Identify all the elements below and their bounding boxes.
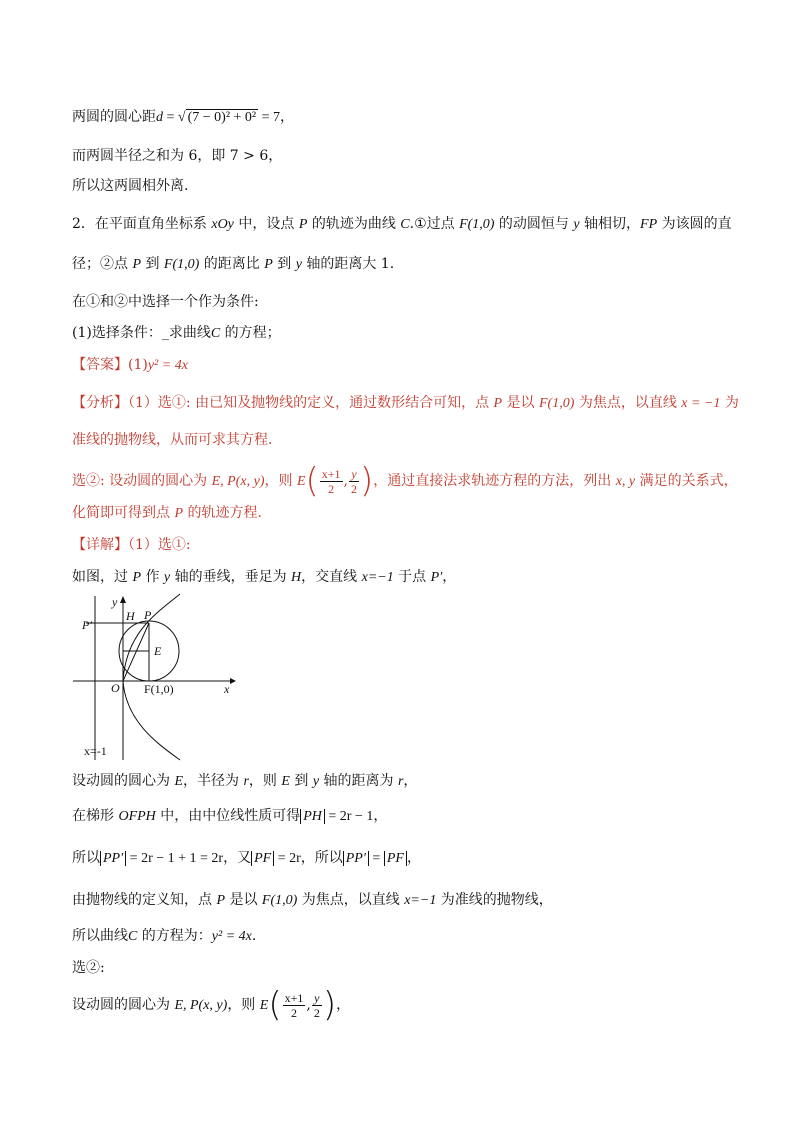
segment-OP — [123, 623, 149, 681]
y-axis-arrow — [120, 596, 126, 603]
math: = 7， — [258, 110, 295, 125]
math-d: d — [156, 110, 163, 125]
detail-label: 【详解】（1）选①: — [72, 537, 191, 553]
label-H: H — [126, 609, 135, 623]
answer-label: 【答案】 — [72, 357, 128, 373]
detail-line-2: 设动圆的圆心为 E，半径为 r，则 E 到 y 轴的距离为 r， — [72, 773, 418, 789]
parabola-upper — [123, 594, 180, 681]
label-directrix: x=-1 — [84, 744, 107, 758]
label-x: x — [224, 682, 230, 696]
label-O: O — [111, 681, 120, 695]
x-axis-arrow — [230, 678, 236, 684]
answer-line: 【答案】(1)y² = 4x — [72, 357, 188, 373]
label-y: y — [112, 595, 118, 609]
line-conclusion: 所以这两圆相外离. — [72, 178, 189, 194]
problem-statement-line-1: 2．在平面直角坐标系 xOy 中，设点 P 的轨迹为曲线 C.①过点 F(1,0) 的动圆恒与 y 轴相切，FP 为该圆的直 — [72, 216, 732, 232]
detail-line-5: 由抛物线的定义知，点 P 是以 F(1,0) 为焦点，以直线 x=−1 为准线的抛物线， — [72, 892, 553, 908]
analysis-line-1: 【分析】（1）选①: 由已知及抛物线的定义，通过数形结合可知，点 P 是以 F(1,0) 为焦点，以直线 x = −1 为 — [72, 395, 739, 411]
question-1: (1)选择条件：_求曲线C 的方程； — [72, 325, 281, 341]
parabola-figure — [68, 592, 238, 762]
detail-line-3: 在梯形 OFPH 中，由中位线性质可得 PH = 2r − 1， — [72, 808, 388, 824]
text: 两圆的圆心距 — [72, 109, 156, 125]
option-2-heading: 选②: — [72, 960, 105, 976]
detail-line-6: 所以曲线C 的方程为：y² = 4x. — [72, 928, 257, 944]
analysis-line-4: 化简即可得到点 P 的轨迹方程. — [72, 505, 262, 521]
detail-line-1: 如图，过 P 作 y 轴的垂线，垂足为 H，交直线 x=−1 于点 P′， — [72, 569, 457, 585]
detail-line-4: 所以 PP′ = 2r − 1 + 1 = 2r，又 PF = 2r，所以 PP′ = PF ， — [72, 850, 421, 866]
line-radius-sum: 而两圆半径之和为 6，即 7 > 6， — [72, 148, 283, 164]
math: = — [163, 110, 178, 125]
analysis-label: 【分析】（1）选①: 由已知及抛物线的定义，通过数形结合可知，点 — [72, 395, 494, 411]
choose-condition: 在①和②中选择一个作为条件: — [72, 294, 259, 310]
problem-statement-line-2: 径；②点 P 到 F(1,0) 的距离比 P 到 y 轴的距离大 1. — [72, 256, 395, 272]
line-distance: 两圆的圆心距d = √ (7 − 0)² + 0² = 7， — [72, 109, 295, 125]
analysis-line-2: 准线的抛物线，从而可求其方程. — [72, 432, 273, 448]
label-P: P — [144, 608, 152, 622]
detail-line-7: 设动圆的圆心为 E, P(x, y)，则 E( $\frac{x+1}{2}$ , $\frac{y}{2}$ )， — [72, 985, 351, 1025]
label-F: F(1,0) — [144, 682, 174, 696]
detail-heading — [72, 535, 191, 555]
math-sqrt: (7 − 0)² + 0² — [187, 110, 257, 125]
analysis-line-3: 选②: 设动圆的圆心为 E, P(x, y)，则 E( $\frac{x+1}{2}$ , $\frac{y}{2}$ )，通过直接法求轨迹方程的方法，列出 x, y 满足的关系式， — [72, 461, 738, 501]
label-P-prime: P′ — [82, 618, 92, 632]
label-E: E — [154, 644, 162, 658]
